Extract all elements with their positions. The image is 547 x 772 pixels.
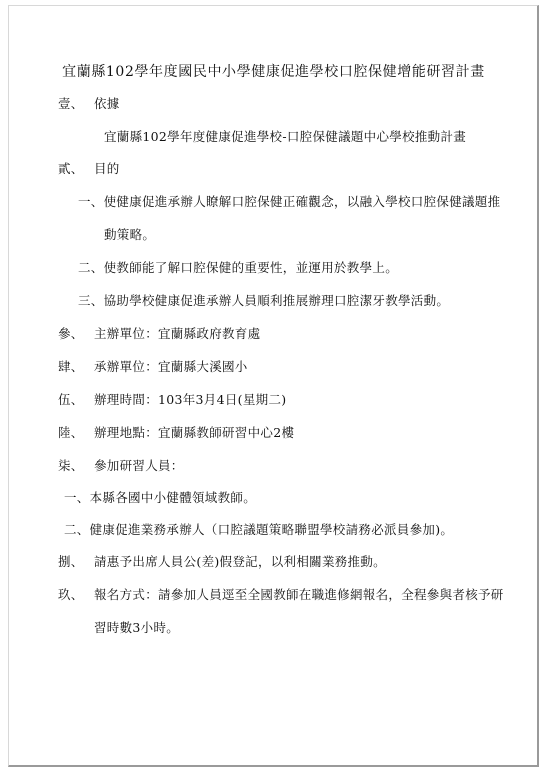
purpose-item-1-continued: 動策略。 <box>104 227 156 242</box>
section-8-text: 請惠予出席人員公(差)假登記，以利相關業務推動。 <box>94 554 386 569</box>
section-5 <box>58 390 286 410</box>
section-5-text: 辦理時間：103年3月4日(星期二) <box>94 392 287 407</box>
section-4-number: 肆、 <box>58 359 84 374</box>
section-7-label: 參加研習人員： <box>94 458 184 473</box>
section-9 <box>58 585 504 605</box>
section-1-label: 依據 <box>94 96 120 111</box>
section-8-number: 捌、 <box>58 554 84 569</box>
participant-item-2: 二、健康促進業務承辦人（口腔議題策略聯盟學校請務必派員參加)。 <box>64 522 454 537</box>
section-5-number: 伍、 <box>58 392 84 407</box>
section-7-number: 柒、 <box>58 458 84 473</box>
section-2-heading <box>58 159 120 179</box>
section-9-text: 報名方式：請參加人員逕至全國教師在職進修網報名，全程參與者核予研 <box>94 587 504 602</box>
section-6-number: 陸、 <box>58 425 84 440</box>
section-4 <box>58 357 248 377</box>
section-1-body: 宜蘭縣102學年度健康促進學校-口腔保健議題中心學校推動計畫 <box>104 129 467 144</box>
section-1-number: 壹、 <box>58 96 84 111</box>
section-3-text: 主辦單位：宜蘭縣政府教育處 <box>94 326 261 341</box>
section-2-label: 目的 <box>94 161 120 176</box>
section-6 <box>58 423 294 443</box>
section-3 <box>58 324 260 344</box>
document-title: 宜蘭縣102學年度國民中小學健康促進學校口腔保健增能研習計畫 <box>62 64 485 80</box>
section-4-text: 承辦單位：宜蘭縣大溪國小 <box>94 359 248 374</box>
participant-item-1: 一、本縣各國中小健體領域教師。 <box>64 490 257 505</box>
purpose-item-3: 三、協助學校健康促進承辦人員順利推展辦理口腔潔牙教學活動。 <box>78 293 450 308</box>
section-8 <box>58 552 386 572</box>
section-6-text: 辦理地點：宜蘭縣教師研習中心2樓 <box>94 425 295 440</box>
section-2-number: 貳、 <box>58 161 84 176</box>
section-3-number: 參、 <box>58 326 84 341</box>
section-9-number: 玖、 <box>58 587 84 602</box>
section-9-continued: 習時數3小時。 <box>94 620 180 635</box>
purpose-item-1: 一、使健康促進承辦人瞭解口腔保健正確觀念，以融入學校口腔保健議題推 <box>78 194 501 209</box>
purpose-item-2: 二、使教師能了解口腔保健的重要性，並運用於教學上。 <box>78 260 399 275</box>
section-7-heading <box>58 456 184 476</box>
document-page <box>8 5 539 767</box>
section-1-heading <box>58 94 120 114</box>
